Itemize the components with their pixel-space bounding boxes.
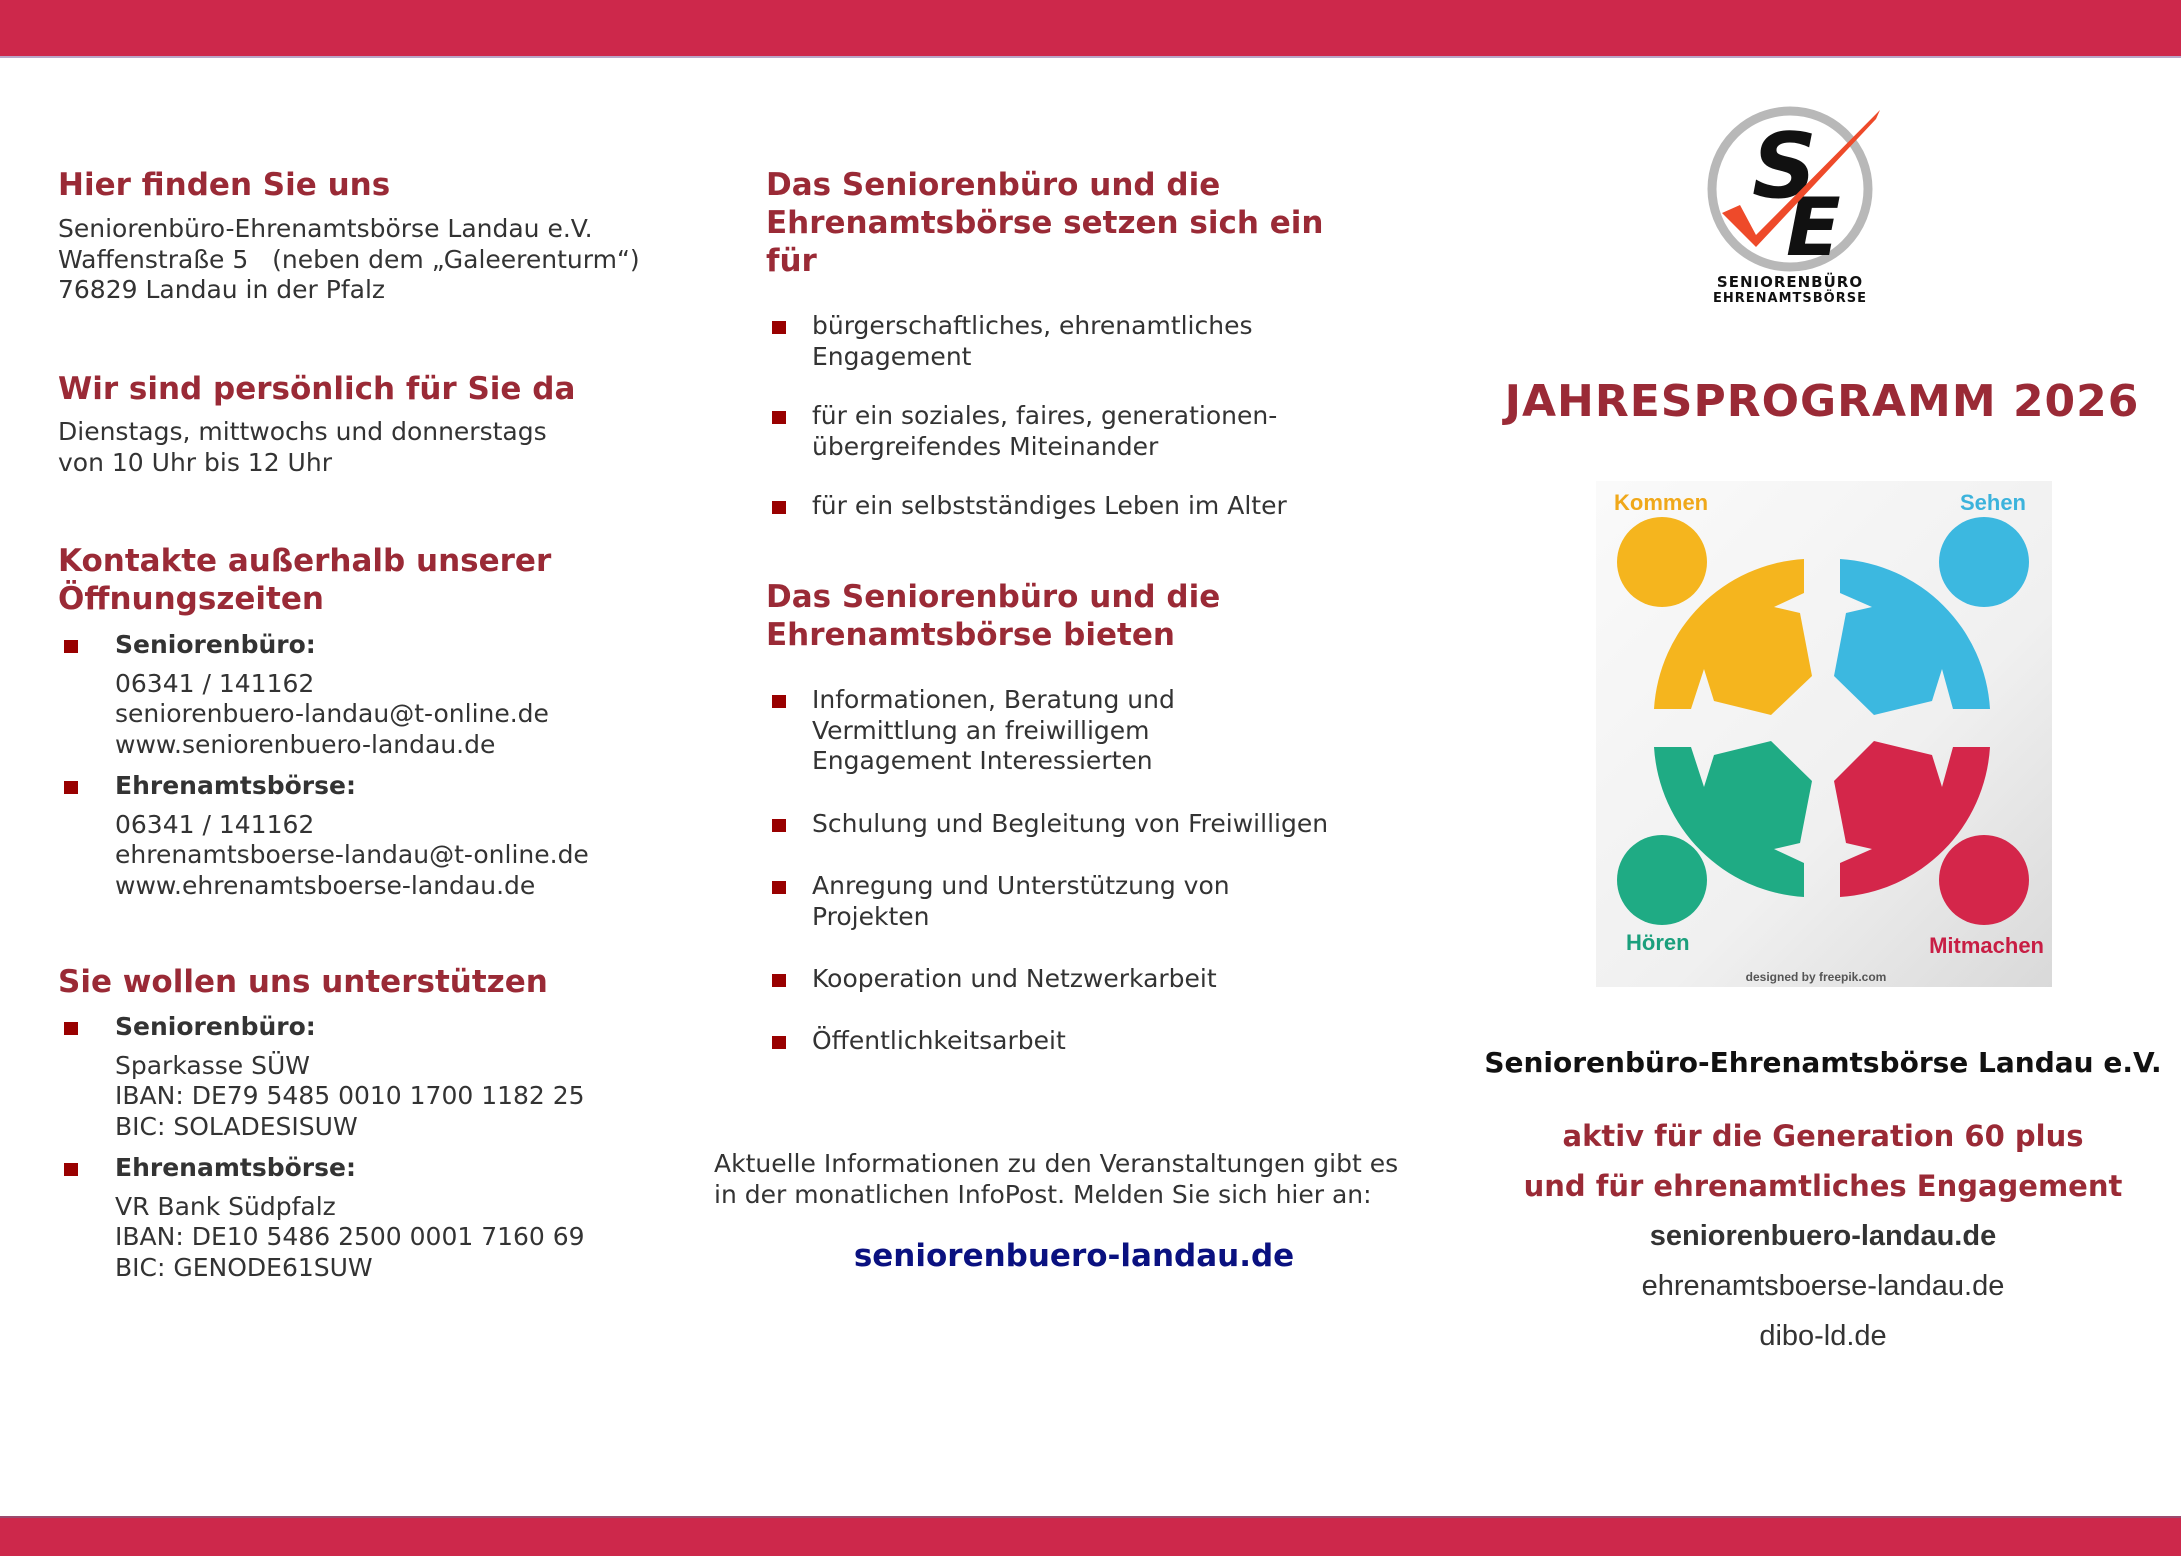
infopost-text	[714, 1149, 1398, 1210]
commitment-item	[772, 491, 1287, 522]
support-label: Seniorenbüro:	[115, 1012, 316, 1041]
website-dibo[interactable]: dibo-ld.de	[1759, 1320, 1887, 1352]
contact-website[interactable]: www.seniorenbuero-landau.de	[115, 729, 496, 759]
infopost-link-wrap	[714, 1238, 1434, 1274]
bank-bic: BIC: SOLADESISUW	[115, 1111, 358, 1141]
item-line: Öffentlichkeitsarbeit	[812, 1026, 1066, 1055]
bank-iban: IBAN: DE10 5486 2500 0001 7160 69	[115, 1222, 585, 1251]
svg-text:E: E	[1786, 181, 1841, 274]
bank-iban: IBAN: DE79 5485 0010 1700 1182 25	[115, 1081, 585, 1110]
org-name: Seniorenbüro-Ehrenamtsbörse Landau e.V.	[1484, 1046, 2162, 1079]
svg-text:Mitmachen: Mitmachen	[1929, 933, 2044, 958]
address-street: Waffenstraße 5 (neben dem „Galeerenturm“)	[58, 244, 640, 274]
commitment-heading-line3: für	[766, 243, 817, 279]
tagline-generation: aktiv für die Generation 60 plus	[1562, 1119, 2084, 1153]
address-org: Seniorenbüro-Ehrenamtsbörse Landau e.V.	[58, 214, 593, 243]
bank-name: Sparkasse SÜW	[115, 1050, 310, 1080]
commitment-item	[772, 401, 1277, 462]
support-seniorenbuero	[58, 1012, 678, 1142]
website-ehrenamtsboerse[interactable]: ehrenamtsboerse-landau.de	[1641, 1270, 2005, 1302]
find-us-heading: Hier finden Sie uns	[58, 167, 391, 203]
logo	[1700, 105, 1880, 305]
contact-email[interactable]: ehrenamtsboerse-landau@t-online.de	[115, 840, 589, 869]
bullet-square-icon	[64, 1022, 78, 1035]
bullet-square-icon	[772, 819, 786, 832]
commitment-heading-line1: Das Seniorenbüro und die	[766, 167, 1221, 203]
svg-text:S: S	[1752, 114, 1817, 219]
address-city: 76829 Landau in der Pfalz	[58, 275, 386, 304]
offer-item	[772, 871, 1230, 932]
opening-hours	[58, 417, 547, 478]
svg-text:EHRENAMTSBÖRSE: EHRENAMTSBÖRSE	[1713, 291, 1867, 305]
infopost-line2: in der monatlichen InfoPost. Melden Sie sich hier an:	[714, 1179, 1372, 1209]
top-banner-bar	[0, 0, 2181, 58]
item-line: für ein soziales, faires, generationen-	[812, 401, 1278, 430]
svg-text:Sehen: Sehen	[1959, 490, 2026, 515]
tagline-engagement: und für ehrenamtliches Engagement	[1523, 1169, 2123, 1203]
contact-label: Ehrenamtsbörse:	[115, 771, 356, 800]
contact-website[interactable]: www.ehrenamtsboerse-landau.de	[115, 870, 536, 900]
opening-days: Dienstags, mittwochs und donnerstags	[58, 417, 547, 446]
contact-label: Seniorenbüro:	[115, 630, 316, 659]
website-seniorenbuero[interactable]: seniorenbuero-landau.de	[1649, 1220, 1997, 1252]
bullet-square-icon	[772, 974, 786, 987]
bullet-square-icon	[64, 640, 78, 653]
contact-ehrenamtsboerse	[58, 771, 658, 901]
commitment-item	[772, 311, 1253, 372]
item-line: Schulung und Begleitung von Freiwilligen	[812, 809, 1329, 838]
offer-heading-line1: Das Seniorenbüro und die	[766, 579, 1221, 615]
address-block	[58, 214, 640, 306]
bank-bic: BIC: GENODE61SUW	[115, 1252, 373, 1282]
contacts-heading	[58, 542, 551, 618]
bullet-square-icon	[772, 695, 786, 708]
offer-item	[772, 685, 1175, 777]
program-title: JAHRESPROGRAMM 2026	[1504, 376, 2140, 427]
offer-item	[772, 809, 1328, 840]
bank-name: VR Bank Südpfalz	[115, 1191, 336, 1221]
bullet-square-icon	[772, 1036, 786, 1049]
item-line: Informationen, Beratung und	[812, 685, 1175, 714]
commitment-heading-line2: Ehrenamtsbörse setzen sich ein	[766, 205, 1324, 241]
personal-heading: Wir sind persönlich für Sie da	[58, 371, 576, 407]
svg-text:Hören: Hören	[1626, 930, 1690, 955]
item-line: für ein selbstständiges Leben im Alter	[812, 491, 1287, 520]
logo-se-icon	[1700, 105, 1880, 305]
bullet-square-icon	[772, 881, 786, 894]
svg-text:Kommen: Kommen	[1614, 490, 1709, 515]
people-circle-icon	[1596, 481, 2052, 987]
bottom-banner-bar	[0, 1516, 2181, 1556]
contact-seniorenbuero	[58, 630, 658, 760]
commitment-heading	[766, 166, 1323, 280]
bullet-square-icon	[772, 321, 786, 334]
item-line: bürgerschaftliches, ehrenamtliches	[812, 311, 1253, 340]
item-line: Engagement Interessierten	[812, 746, 1153, 775]
contact-phone[interactable]: 06341 / 141162	[115, 809, 315, 839]
contact-email[interactable]: seniorenbuero-landau@t-online.de	[115, 699, 549, 728]
offer-item	[772, 1026, 1066, 1057]
contacts-heading-line2: Öffnungszeiten	[58, 581, 324, 617]
offer-heading-line2: Ehrenamtsbörse bieten	[766, 617, 1175, 653]
item-line: Projekten	[812, 901, 930, 931]
support-label: Ehrenamtsbörse:	[115, 1153, 356, 1182]
bullet-square-icon	[64, 1163, 78, 1176]
bullet-square-icon	[772, 501, 786, 514]
contact-phone[interactable]: 06341 / 141162	[115, 668, 315, 698]
bullet-square-icon	[64, 781, 78, 794]
contacts-heading-line1: Kontakte außerhalb unserer	[58, 543, 552, 579]
svg-text:SENIORENBÜRO: SENIORENBÜRO	[1716, 273, 1864, 291]
bullet-square-icon	[772, 411, 786, 424]
item-line: Kooperation und Netzwerkarbeit	[812, 964, 1217, 993]
tagline-block	[1470, 1111, 2176, 1361]
support-ehrenamtsboerse	[58, 1153, 678, 1283]
item-line: Engagement	[812, 341, 972, 371]
item-line: Vermittlung an freiwilligem	[812, 715, 1150, 745]
community-graphic	[1596, 481, 2052, 987]
offer-heading	[766, 578, 1220, 654]
item-line: übergreifendes Miteinander	[812, 431, 1159, 461]
opening-times: von 10 Uhr bis 12 Uhr	[58, 447, 332, 477]
svg-text:designed by freepik.com: designed by freepik.com	[1745, 970, 1887, 984]
infopost-line1: Aktuelle Informationen zu den Veranstaltungen gibt es	[714, 1149, 1399, 1178]
support-heading: Sie wollen uns unterstützen	[58, 964, 548, 1000]
item-line: Anregung und Unterstützung von	[812, 871, 1230, 900]
infopost-signup-link[interactable]: seniorenbuero-landau.de	[853, 1238, 1295, 1274]
offer-item	[772, 964, 1217, 995]
